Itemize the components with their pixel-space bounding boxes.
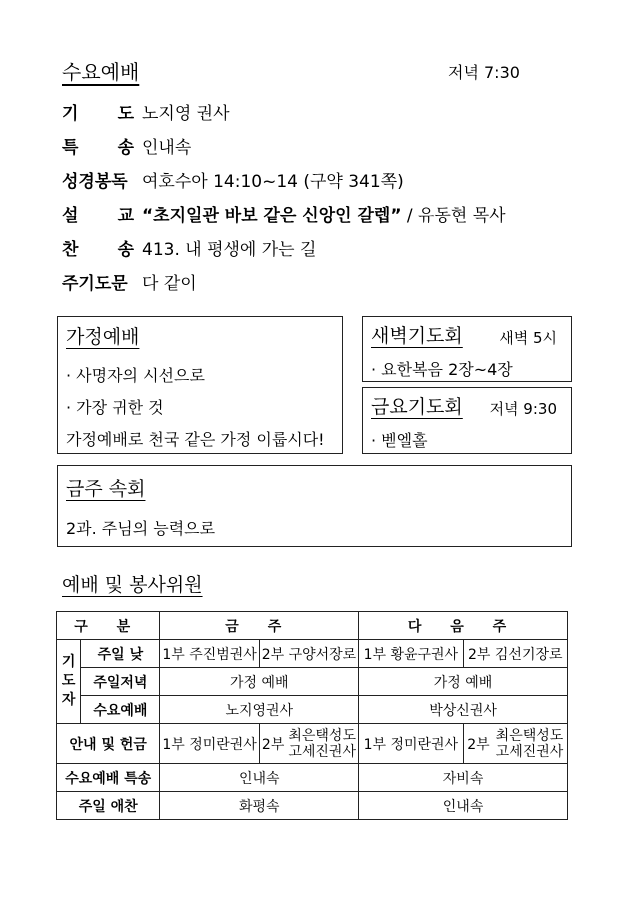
cell-line: 최은택성도 (495, 727, 564, 744)
info-label: 기 도 (62, 104, 134, 124)
info-value (142, 201, 506, 235)
header-category: 구 분 (57, 612, 160, 640)
info-row-lords-prayer (62, 269, 197, 303)
dawn-time: 새벽 5시 (499, 329, 557, 347)
row-label: 주일저녁 (81, 668, 160, 696)
family-title: 가정예배 (66, 326, 140, 348)
cell (259, 724, 358, 764)
friday-prayer-box (362, 387, 572, 454)
info-value: 인내속 (142, 138, 192, 158)
row-label: 안내 및 헌금 (57, 724, 160, 764)
info-row-sermon (62, 201, 506, 235)
info-row-hymn (62, 235, 316, 269)
info-label: 주기도문 (62, 274, 128, 294)
friday-time: 저녁 9:30 (489, 400, 557, 418)
cell-line: 고세진권사 (495, 743, 564, 760)
cell: 1부 정미란권사 (160, 724, 259, 764)
cell-line: 최은택성도 (288, 727, 356, 744)
cell-prefix: 2부 (261, 736, 285, 753)
cell-title: 금주 속회 (66, 478, 146, 500)
row-label: 주일 애찬 (57, 792, 160, 820)
cell-line: 고세진권사 (288, 743, 356, 760)
cell: 화평속 (160, 792, 359, 820)
wednesday-title: 수요예배 (62, 60, 140, 84)
cell-prefix: 2부 (467, 736, 490, 753)
prayer-label: 기도자 (57, 640, 81, 724)
staff-title: 예배 및 봉사위원 (62, 574, 203, 596)
cell-group-box (57, 465, 572, 547)
header-next-week: 다 음 주 (359, 612, 568, 640)
dawn-line: · 요한복음 2장~4장 (371, 360, 513, 379)
cell: 자비속 (359, 764, 568, 792)
info-value: 여호수아 14:10~14 (구약 341쪽) (142, 172, 404, 192)
family-worship-box (57, 316, 343, 454)
table-row (57, 696, 568, 724)
table-row (57, 792, 568, 820)
cell (463, 724, 567, 764)
info-value: 다 같이 (142, 274, 197, 294)
family-line: · 사명자의 시선으로 (66, 366, 205, 385)
cell: 노지영권사 (160, 696, 359, 724)
dawn-title: 새벽기도회 (371, 325, 463, 347)
info-row-prayer (62, 99, 230, 133)
family-line: · 가장 귀한 것 (66, 398, 164, 417)
dawn-prayer-box (362, 316, 572, 382)
sermon-title: “초지일관 바보 같은 신앙인 갈렙” (142, 206, 402, 226)
friday-title: 금요기도회 (371, 396, 463, 418)
cell: 인내속 (160, 764, 359, 792)
header-this-week: 금 주 (160, 612, 359, 640)
friday-line: · 벧엘홀 (371, 431, 428, 450)
staff-table (56, 611, 568, 820)
table-row (57, 764, 568, 792)
preacher: / 유동현 목사 (401, 206, 506, 226)
cell: 가정 예배 (160, 668, 359, 696)
info-row-scripture (62, 167, 404, 201)
cell: 2부 구양서장로 (259, 640, 358, 668)
cell: 인내속 (359, 792, 568, 820)
cell: 가정 예배 (359, 668, 568, 696)
info-label: 특 송 (62, 138, 134, 158)
family-line: 가정예배로 천국 같은 가정 이룹시다! (66, 430, 325, 449)
row-label: 수요예배 특송 (57, 764, 160, 792)
info-value: 노지영 권사 (142, 104, 230, 124)
row-label: 주일 낮 (81, 640, 160, 668)
info-label: 설 교 (62, 206, 134, 226)
info-row-special (62, 133, 191, 167)
row-label: 수요예배 (81, 696, 160, 724)
cell: 1부 정미란권사 (359, 724, 463, 764)
cell: 박상신권사 (359, 696, 568, 724)
info-label: 성경봉독 (62, 172, 128, 192)
cell: 1부 주진범권사 (160, 640, 259, 668)
table-row (57, 640, 568, 668)
wednesday-time: 저녁 7:30 (448, 63, 520, 82)
table-header-row (57, 612, 568, 640)
table-row (57, 668, 568, 696)
table-row (57, 724, 568, 764)
cell: 1부 황윤구권사 (359, 640, 463, 668)
cell-line: 2과. 주님의 능력으로 (66, 519, 216, 538)
info-value: 413. 내 평생에 가는 길 (142, 240, 317, 260)
info-label: 찬 송 (62, 240, 134, 260)
cell: 2부 김선기장로 (463, 640, 567, 668)
